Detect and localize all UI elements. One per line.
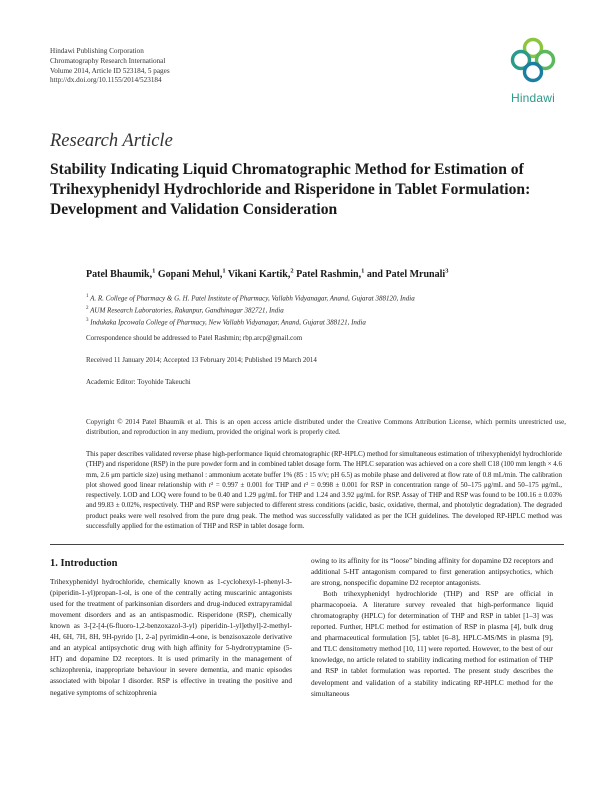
- author: Patel Rashmin,$^1$: [296, 268, 365, 281]
- journal-name: Chromatography Research International: [50, 56, 166, 65]
- body-column-right: [311, 555, 553, 699]
- academic-editor: Academic Editor: Toyohide Takeuchi: [86, 378, 191, 386]
- volume-info: Volume 2014, Article ID 523184, 5 pages: [50, 66, 170, 75]
- paper-title: Stability Indicating Liquid Chromatographic Method for Estimation of Trihexyphenidyl Hydrochloride and Risperidone in Tablet Formulation: Development and Validation Consideration: [50, 161, 531, 218]
- affiliation: $^2$ AUM Research Laboratories, Rakanpur, Gandhinagar 382721, India: [86, 306, 284, 315]
- author: Gopani Mehul,$^1$: [157, 268, 226, 281]
- affiliation-list: [86, 292, 566, 328]
- publisher-name: Hindawi Publishing Corporation: [50, 47, 144, 55]
- article-type: Research Article: [50, 131, 173, 151]
- author: Patel Bhaumik,$^1$: [86, 268, 156, 281]
- article-dates: Received 11 January 2014; Accepted 13 February 2014; Published 19 March 2014: [86, 356, 317, 364]
- author: and Patel Mrunali$^3$: [366, 268, 449, 281]
- journal-header: [50, 47, 350, 86]
- hindawi-logo-icon: [505, 35, 561, 91]
- body-paragraph: Both trihexyphenidyl hydrochloride (THP) and RSP are official in pharmacopoeia. A literature survey revealed that high-performance liquid chromatography (HPLC) for determination of THP and RSP in tablet [1–3] was reported. Further, HPLC method for estimation of RSP in plasma [4], bulk drug and pharmaceutical formulation [5], tablet [6–8], HPLC-MS/MS in plasma [9], and TLC densitometry method [10, 11] were reported. However, to the best of our knowledge, no article related to stability indicating method for estimation of THP and RSP in tablet formulation was reported. The present study describes the development and validation of a stability indicating RP-HPLC method for the simultaneous: [311, 589, 553, 698]
- abstract: This paper describes validated reverse phase high-performance liquid chromatographic (RP-HPLC) method for simultaneous estimation of trihexyphenidyl hydrochloride (THP) and risperidone (RSP) in the pure powder form and in combined tablet dosage form. The HPLC separation was achieved on a core shell C18 (100 mm length × 4.6 mm, 2.6 μm particle size) using methanol : ammonium acetate buffer 1% (85 : 15 v/v; pH 6.5) as mobile phase and delivered at flow rate of 0.8 mL/min. The calibration plot showed good linear relationship with r² = 0.997 ± 0.001 for THP and r² = 0.998 ± 0.001 for RSP in concentration range of 50–175 μg/mL and 50–175 μg/mL, respectively. LOD and LOQ were found to be 0.40 and 1.29 μg/mL for THP and 1.24 and 3.92 μg/mL for RSP. Assay of THP and RSP was found to be 100.16 ± 0.03% and 99.83 ± 0.02%, respectively. THP and RSP were subjected to different stress conditions (acidic, basic, oxidative, thermal, and photolytic degradation). The degraded product peaks were well resolved from the pure drug peak. The method was successfully validated as per the ICH guidelines. The developed RP-HPLC method was successfully applied for the estimation of THP and RSP in tablet dosage form.: [86, 450, 563, 530]
- body-column-left: [50, 555, 292, 698]
- author-list: [86, 268, 566, 280]
- author: Vikani Kartik,$^2$: [227, 268, 294, 281]
- section-divider: [50, 544, 564, 545]
- copyright-notice: Copyright © 2014 Patel Bhaumik et al. This is an open access article distributed under the Creative Commons Attribution License, which permits unrestricted use, distribution, and reproduction in any medium, provided the original work is properly cited.: [86, 418, 566, 437]
- section-heading-introduction: 1. Introduction: [50, 558, 118, 569]
- hindawi-logo: [505, 35, 561, 113]
- doi-link[interactable]: http://dx.doi.org/10.1155/2014/523184: [50, 76, 162, 85]
- body-paragraph: Trihexyphenidyl hydrochloride, chemically known as 1-cyclohexyl-1-phenyl-3-(piperidin-1-yl)propan-1-ol, is one of the centrally acting muscarinic antagonists used for the treatment of parkinsonian disorders and drug-induced extrapyramidal movement disorders and as an antispasmodic. Risperidone (RSP), chemically known as 3-[2-[4-(6-fluoro-1,2-benzoxazol-3-yl) piperidin-1-yl]ethyl]-2-methyl-4H, 6H, 7H, 8H, 9H-pyrido [1, 2-a] pyrimidin-4-one, is benzisoxazole derivative and an atypical antipsychotic drug with high affinity for 5-hydrotryptamine (5-HT) and dopamine D2 receptors. It is used primarily in the management of schizophrenia, inappropriate behaviour in severe dementia, and manic episodes associated with bipolar I disorder. RSP is effective in treating the positive and negative symptoms of schizophrenia: [50, 577, 292, 697]
- correspondence: Correspondence should be addressed to Patel Rashmin; rbp.arcp@gmail.com: [86, 334, 303, 342]
- affiliation: $^1$ A. R. College of Pharmacy & G. H. Patel Institute of Pharmacy, Vallabh Vidyanagar, Anand, Gujarat 388120, India: [86, 294, 415, 303]
- body-paragraph: owing to its affinity for its “loose” binding affinity for dopamine D2 receptors and additional 5-HT antagonism compared to first generation antipsychotics, which are strong, nonspecific dopamine D2 receptor antagonists.: [311, 556, 553, 588]
- hindawi-logo-text: Hindawi: [510, 91, 556, 105]
- affiliation: $^3$ Indukaka Ipcowala College of Pharmacy, New Vallabh Vidyanagar, Anand, Gujarat 388121, India: [86, 318, 366, 327]
